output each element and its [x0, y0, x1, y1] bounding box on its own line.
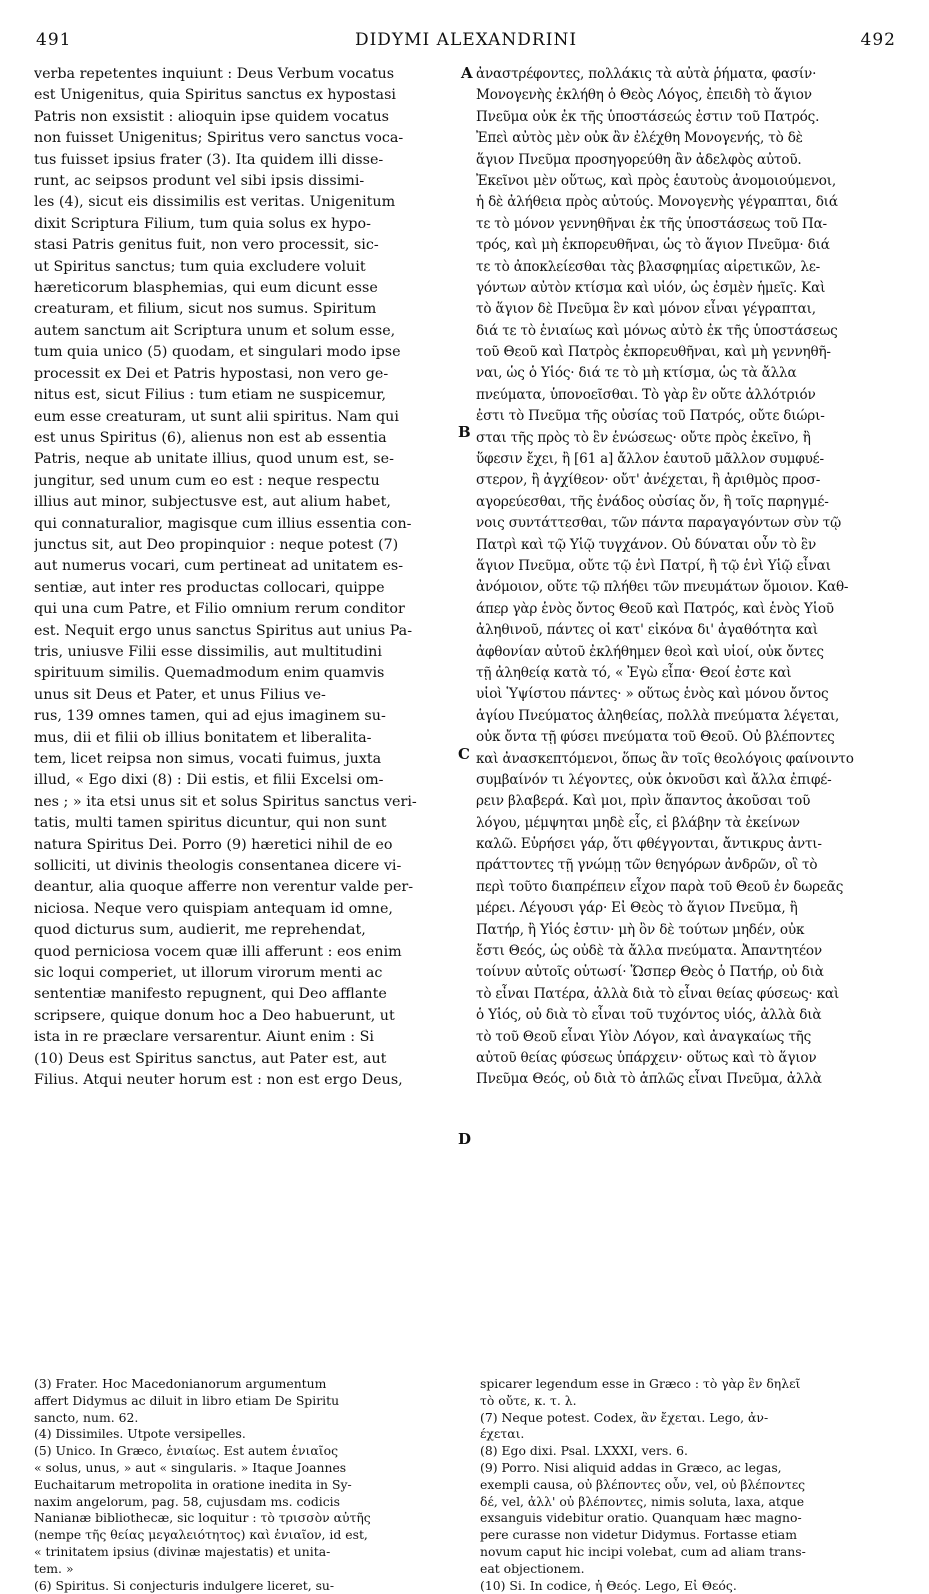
greek-text-line: αὐτοῦ θείας φύσεως ὑπάρχειν· οὕτως καὶ τὸ ἅγιον	[476, 1049, 817, 1066]
greek-text-line: Μονογενὴς ἐκλήθη ὁ Θεὸς Λόγος, ἐπειδὴ τὸ ἅγιον	[476, 87, 812, 104]
latin-text-line: nes ; » ita etsi unus sit et solus Spiritus sanctus veri-	[34, 793, 417, 810]
latin-text-line: nitus est, sicut Filius : tum etiam ne suspicemur,	[34, 387, 387, 404]
latin-text-line: deantur, alia quoque afferre non verentur valde per-	[34, 879, 414, 896]
footnote-line: « trinitatem ipsius (divinæ majestatis) et unita-	[34, 1543, 331, 1559]
latin-text-line: sententiæ manifesto repugnent, qui Deo afflante	[34, 986, 387, 1003]
greek-text-line: τοίνυν αὐτοῖς οὑτωσί· Ὥσπερ Θεὸς ὁ Πατήρ, οὐ διὰ	[476, 964, 824, 981]
latin-text-line: ista in re præclare versarentur. Aiunt enim : Si	[34, 1029, 374, 1046]
latin-text-line: stasi Patris genitus fuit, non vero processit, sic-	[34, 237, 379, 254]
latin-text-line: ut Spiritus sanctus; tum quia excludere voluit	[34, 258, 366, 275]
footnote-line: eat objectionem.	[480, 1560, 585, 1576]
latin-text-line: qui una cum Patre, et Filio omnium rerum conditor	[34, 601, 405, 618]
greek-text-line: μέρει. Λέγουσι γάρ· Εἰ Θεὸς τὸ ἅγιον Πνεῦμα, ἢ	[476, 900, 798, 917]
greek-text-line: ἀληθινοῦ, πάντες οἱ κατ' εἰκόνα δι' ἀγαθότητα καὶ	[476, 622, 818, 639]
greek-column	[476, 64, 898, 1091]
greek-text-line: ἀφθονίαν αὐτοῦ ἐκλήθημεν θεοὶ καὶ υἱοί, οὐκ ὄντες	[476, 643, 824, 660]
margin-marker-d: D	[458, 1130, 472, 1148]
footnote-line: spicarer legendum esse in Græco : τὸ γὰρ ἓν δηλεῖ	[480, 1376, 801, 1391]
greek-text-line: ὕφεσιν ἔχει, ἢ [61 a] ἄλλον ἑαυτοῦ μᾶλλον συμφυέ-	[476, 451, 824, 468]
latin-text-line: tatis, multi tamen spiritus dicuntur, qui non sunt	[34, 815, 387, 832]
latin-text-line: tus fuisset ipsius frater (3). Ita quidem illi disse-	[34, 151, 384, 168]
greek-text-line: Πατρὶ καὶ τῷ Υἱῷ τυγχάνον. Οὐ δύναται οὖν τὸ ἓν	[476, 536, 817, 553]
footnote-line: exempli causa, οὐ βλέποντες οὖν, vel, οὐ βλέποντες	[480, 1476, 806, 1492]
latin-text-line: junctus sit, aut Deo propinquior : neque potest (7)	[34, 536, 399, 553]
latin-text-line: processit ex Dei et Patris hypostasi, non vero ge-	[34, 365, 389, 382]
greek-text-line: τρός, καὶ μὴ ἐκπορευθῆναι, ὡς τὸ ἅγιον Πνεῦμα· διά	[476, 237, 830, 254]
footnote-line: (7) Neque potest. Codex, ἂν ἔχεται. Lego, ἀν-	[480, 1409, 769, 1425]
latin-text-line: tem, licet reipsa non simus, vocati fuimus, juxta	[34, 751, 382, 767]
footnote-line: (10) Si. In codice, ἡ Θεός. Lego, Εἰ Θεός.	[480, 1577, 737, 1593]
latin-text-line: natura Spiritus Dei. Porro (9) hæretici nihil de eo	[34, 836, 393, 853]
greek-text-line: Πνεῦμα οὐκ ἐκ τῆς ὑποστάσεώς ἐστιν τοῦ Πατρός.	[476, 108, 820, 125]
latin-text-line: est unus Spiritus (6), alienus non est ab essentia	[34, 429, 387, 446]
page-number-right: 492	[860, 30, 896, 50]
page-number-left: 491	[36, 30, 72, 50]
greek-text-line: σται τῆς πρὸς τὸ ἓν ἑνώσεως· οὔτε πρὸς ἐκεῖνο, ἢ	[476, 429, 811, 446]
footnote-line: exsanguis videbitur oratio. Quanquam hæc magno-	[480, 1510, 802, 1526]
greek-text-line: τὸ εἶναι Πατέρα, ἀλλὰ διὰ τὸ εἶναι θείας φύσεως· καὶ	[476, 985, 840, 1002]
greek-text-line: Ἐπεὶ αὐτὸς μὲν οὐκ ἂν ἐλέχθη Μονογενής, τὸ δὲ	[476, 130, 803, 147]
latin-text-line: (10) Deus est Spiritus sanctus, aut Pater est, aut	[34, 1050, 387, 1067]
greek-text-line: Πνεῦμα Θεός, οὐ διὰ τὸ ἁπλῶς εἶναι Πνεῦμα, ἀλλὰ	[476, 1071, 822, 1088]
latin-text-line: sentiæ, aut inter res productas collocari, quippe	[34, 579, 385, 596]
footnote-line: (4) Dissimiles. Utpote versipelles.	[34, 1426, 246, 1442]
greek-text-line: Πατήρ, ἢ Υἱός ἐστιν· μὴ ὂν δὲ τούτων μηδέν, οὐκ	[476, 921, 805, 938]
latin-text-line: spirituum similis. Quemadmodum enim quamvis	[34, 665, 385, 682]
greek-text-line: ἁγίου Πνεύματος ἀληθείας, πολλὰ πνεύματα λέγεται,	[476, 707, 840, 724]
footnote-line: (3) Frater. Hoc Macedonianorum argumentum	[34, 1376, 327, 1391]
latin-text-line: quod dicturus sum, audierit, me reprehendat,	[34, 922, 366, 939]
footnote-line: έχεται.	[480, 1426, 525, 1442]
latin-text-line: niciosa. Neque vero quispiam antequam id omne,	[34, 900, 393, 917]
latin-text-line: Filius. Atqui neuter horum est : non est ergo Deus,	[34, 1072, 403, 1089]
latin-text-line: autem sanctum ait Scriptura unum et solum esse,	[34, 322, 396, 339]
latin-text-line: Patris, neque ab unitate illius, quod unum est, se-	[34, 451, 394, 468]
footnote-line: novum caput hic incipi volebat, cum ad aliam trans-	[480, 1543, 806, 1559]
latin-text-line: non fuisset Unigenitus; Spiritus vero sanctus voca-	[34, 130, 404, 147]
latin-text-line: les (4), sicut eis dissimilis est veritas. Unigenitum	[34, 194, 396, 211]
latin-text-line: tum quia unico (5) quodam, et singulari modo ipse	[34, 344, 401, 361]
footnotes-right	[480, 1376, 900, 1594]
greek-text-line: τε τὸ ἀποκλείεσθαι τὰς βλασφημίας αἱρετικῶν, λε-	[476, 258, 821, 275]
footnote-line: tem. »	[34, 1560, 74, 1576]
latin-text-line: scripsere, quique donum hoc a Deo habuerunt, ut	[34, 1007, 395, 1024]
latin-text-line: illius aut minor, subjectusve est, aut alium habet,	[34, 494, 391, 511]
greek-text-line: συμβαίνόν τι λέγοντες, οὐκ ὀκνοῦσι καὶ ἄλλα ἐπιφέ-	[476, 771, 832, 788]
greek-text-line: αγορεύεσθαι, τῆς ἑνάδος οὐσίας ὄν, ἢ τοῖς παρηγμέ-	[476, 493, 829, 510]
greek-text-line: ἅγιον Πνεῦμα προσηγορεύθη ἂν ἀδελφὸς αὐτοῦ.	[476, 151, 802, 168]
footnote-line: naxim angelorum, pag. 58, cujusdam ms. codicis	[34, 1493, 341, 1509]
footnote-line: (5) Unico. In Græco, ἑνιαίως. Est autem ἑνιαῖος	[34, 1443, 339, 1459]
latin-text-line: Patris non exsistit : alioquin ipse quidem vocatus	[34, 108, 390, 125]
footnote-line: (8) Ego dixi. Psal. LXXXI, vers. 6.	[480, 1443, 688, 1459]
footnote-line: affert Didymus ac diluit in libro etiam De Spiritu	[34, 1392, 340, 1408]
running-header	[36, 30, 896, 56]
margin-marker-c: C	[458, 745, 470, 763]
footnote-line: (6) Spiritus. Si conjecturis indulgere liceret, su-	[34, 1577, 335, 1593]
latin-text-line: aut numerus vocari, cum pertineat ad unitatem es-	[34, 558, 404, 575]
latin-column	[34, 64, 460, 1092]
latin-text-line: sic loqui comperiet, ut illorum virorum menti ac	[34, 965, 383, 982]
greek-text-line: καλῶ. Εὑρήσει γάρ, ὅτι φθέγγονται, ἄντικρυς ἀντι-	[476, 836, 822, 853]
latin-text-line: runt, ac seipsos produnt vel sibi ipsis dissimi-	[34, 173, 365, 190]
latin-text-line: quod perniciosa vocem quæ illi afferunt : eos enim	[34, 943, 402, 960]
greek-text-line: ἐστι τὸ Πνεῦμα τῆς οὐσίας τοῦ Πατρός, οὔτε διώρι-	[476, 408, 825, 425]
running-title: DIDYMI ALEXANDRINI	[354, 30, 578, 50]
greek-text-line: νοις συντάττεσθαι, τῶν πάντα παραγαγόντων σὺν τῷ	[476, 515, 841, 532]
latin-text-line: jungitur, sed unum cum eo est : neque respectu	[34, 472, 380, 489]
greek-text-line: πράττοντες τῇ γνώμῃ τῶν θεηγόρων ἀνδρῶν, οἳ τὸ	[476, 857, 818, 874]
latin-text-line: eum esse creaturam, ut sunt alii spiritus. Nam qui	[34, 408, 399, 425]
greek-text-line: περὶ τοῦτο διαπρέπειν εἶχον παρὰ τοῦ Θεοῦ ἐν δωρεᾶς	[476, 878, 844, 895]
greek-text-line: ὁ Υἱός, οὐ διὰ τὸ εἶναι τοῦ τυχόντος υἱός, ἀλλὰ διὰ	[476, 1007, 822, 1024]
latin-text-line: est Unigenitus, quia Spiritus sanctus ex hypostasi	[34, 87, 396, 104]
greek-text-line: οὐκ ὄντα τῇ φύσει πνεύματα τοῦ Θεοῦ. Οὐ βλέποντες	[476, 729, 835, 746]
greek-text-line: καὶ ἀνασκεπτόμενοι, ὅπως ἂν τοῖς θεολόγοις φαίνοιντο	[476, 750, 854, 767]
greek-text-line: ρειν βλαβερά. Καὶ μοι, πρὶν ἅπαντος ἀκοῦσαι τοῦ	[476, 793, 811, 810]
greek-text-line: τὸ τοῦ Θεοῦ εἶναι Υἱὸν Λόγον, καὶ ἀναγκαίως τῆς	[476, 1028, 812, 1045]
latin-text-line: dixit Scriptura Filium, tum quia solus ex hypo-	[34, 215, 371, 232]
greek-text-line: ναι, ὡς ὁ Υἱός· διά τε τὸ μὴ κτίσμα, ὡς τὰ ἄλλα	[476, 365, 797, 382]
latin-text-line: creaturam, et filium, sicut nos sumus. Spiritum	[34, 301, 377, 318]
greek-text-line: ἀνόμοιον, οὔτε τῷ πλήθει τῶν πνευμάτων ὅμοιον. Καθ-	[476, 579, 849, 596]
margin-marker-b: B	[458, 423, 471, 441]
latin-text-line: illud, « Ego dixi (8) : Dii estis, et filii Excelsi om-	[34, 772, 384, 789]
greek-text-line: πνεύματα, ὑπονοεῖσθαι. Τὸ γὰρ ἓν οὔτε ἀλλότριόν	[476, 386, 816, 403]
latin-text-line: solliciti, ut divinis theologis consentanea dicere vi-	[34, 858, 402, 875]
latin-text-line: hæreticorum blasphemias, qui eum dicunt esse	[34, 280, 378, 297]
greek-text-line: ἀναστρέφοντες, πολλάκις τὰ αὐτὰ ῥήματα, φασίν·	[476, 66, 817, 82]
greek-text-line: λόγου, μέμψηται μηδὲ εἷς, εἰ βλάβην τὰ ἐκείνων	[476, 814, 800, 831]
footnote-line: « solus, unus, » aut « singularis. » Itaque Joannes	[34, 1459, 347, 1475]
footnote-line: Euchaitarum metropolita in oratione inedita in Sy-	[34, 1476, 352, 1492]
footnote-line: (9) Porro. Nisi aliquid addas in Græco, ac legas,	[480, 1459, 782, 1475]
footnote-line: Nanianæ bibliothecæ, sic loquitur : τὸ τρισσὸν αὐτῆς	[34, 1510, 371, 1526]
latin-text-line: unus sit Deus et Pater, et unus Filius ve-	[34, 686, 326, 703]
latin-text-line: tris, uniusve Filii esse dissimilis, aut multitudini	[34, 643, 382, 660]
greek-text-line: τοῦ Θεοῦ καὶ Πατρὸς ἐκπορευθῆναι, καὶ μὴ γεννηθῆ-	[476, 344, 831, 361]
latin-text-line: est. Nequit ergo unus sanctus Spiritus aut unius Pa-	[34, 622, 413, 639]
margin-marker-a: A	[461, 64, 473, 82]
footnotes-left	[34, 1376, 460, 1594]
footnote-line: sancto, num. 62.	[34, 1409, 139, 1425]
latin-text-line: mus, dii et filii ob illius bonitatem et liberalita-	[34, 729, 372, 746]
greek-text-line: γόντων αὐτὸν κτίσμα καὶ υἱόν, ὡς ἐσμὲν ἡμεῖς. Καὶ	[476, 279, 826, 296]
greek-text-line: ἅγιον Πνεῦμα, οὔτε τῷ ἑνὶ Πατρί, ἢ τῷ ἑνὶ Υἱῷ εἶναι	[476, 557, 831, 574]
greek-text-line: στερον, ἢ ἀγχίθεον· οὔτ' ἀνέχεται, ἢ ἀριθμὸς προσ-	[476, 472, 821, 489]
greek-text-line: τε τὸ μόνον γεννηθῆναι ἐκ τῆς ὑποστάσεως τοῦ Πα-	[476, 215, 827, 232]
greek-text-line: τῇ ἀληθείᾳ κατὰ τό, « Ἐγὼ εἶπα· Θεοί ἐστε καὶ	[476, 664, 792, 681]
latin-text-line: qui connaturalior, magisque cum illius essentia con-	[34, 515, 412, 532]
footnote-line: (nempe τῆς θείας μεγαλειότητος) καὶ ἑνιαῖον, id est,	[34, 1527, 368, 1543]
greek-text-line: ἡ δὲ ἀλήθεια πρὸς αὐτούς. Μονογενὴς γέγραπται, διά	[476, 194, 838, 211]
greek-text-line: ἔστι Θεός, ὡς οὐδὲ τὰ ἄλλα πνεύματα. Ἀπαντητέον	[476, 943, 822, 960]
greek-text-line: διά τε τὸ ἑνιαίως καὶ μόνως αὐτὸ ἐκ τῆς ὑποστάσεως	[476, 322, 838, 339]
footnote-line: τὸ οὔτε, κ. τ. λ.	[480, 1392, 577, 1408]
latin-text-line: verba repetentes inquiunt : Deus Verbum vocatus	[34, 66, 395, 82]
latin-text-line: rus, 139 omnes tamen, qui ad ejus imaginem su-	[34, 708, 386, 725]
greek-text-line: άπερ γὰρ ἑνὸς ὄντος Θεοῦ καὶ Πατρός, καὶ ἑνὸς Υἱοῦ	[476, 600, 834, 617]
greek-text-line: υἱοὶ Ὑψίστου πάντες· » οὕτως ἑνὸς καὶ μόνου ὄντος	[476, 686, 829, 703]
footnote-line: pere curasse non videtur Didymus. Fortasse etiam	[480, 1527, 797, 1543]
greek-text-line: τὸ ἅγιον δὲ Πνεῦμα ἓν καὶ μόνον εἶναι γέγραπται,	[476, 301, 816, 318]
greek-text-line: Ἐκεῖνοι μὲν οὕτως, καὶ πρὸς ἑαυτοὺς ἀνομοιούμενοι,	[476, 172, 836, 189]
footnote-line: δέ, vel, ἀλλ' οὐ βλέποντες, nimis soluta, laxa, atque	[480, 1493, 805, 1509]
